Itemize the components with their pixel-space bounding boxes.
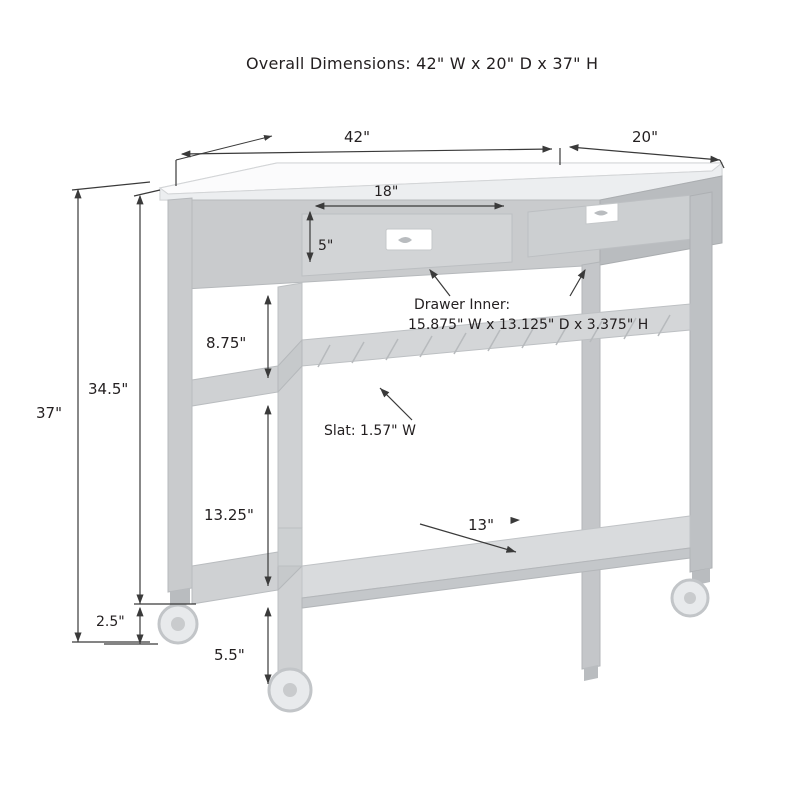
dim-top-width: 42" [344,128,370,146]
dim-body-height: 34.5" [88,380,129,398]
annotation-slat: Slat: 1.57" W [324,423,416,439]
dim-drawer-height: 5" [318,238,334,254]
dim-caster-height: 2.5" [96,614,125,630]
page-title: Overall Dimensions: 42" W x 20" D x 37" H [246,54,599,73]
annotation-drawer-inner-line2: 15.875" W x 13.125" D x 3.375" H [408,317,649,333]
dim-total-height: 37" [36,404,62,422]
dim-bottom-shelf-depth: 13" [468,516,494,534]
dim-leg-bottom: 5.5" [214,646,245,664]
dim-drawer-width: 18" [374,184,399,200]
annotation-drawer-inner-line1: Drawer Inner: [414,297,511,313]
dim-shelf-gap-lower: 13.25" [204,506,254,524]
dim-shelf-gap-upper: 8.75" [206,334,247,352]
dim-top-depth: 20" [632,128,658,146]
cart-illustration [159,163,722,711]
